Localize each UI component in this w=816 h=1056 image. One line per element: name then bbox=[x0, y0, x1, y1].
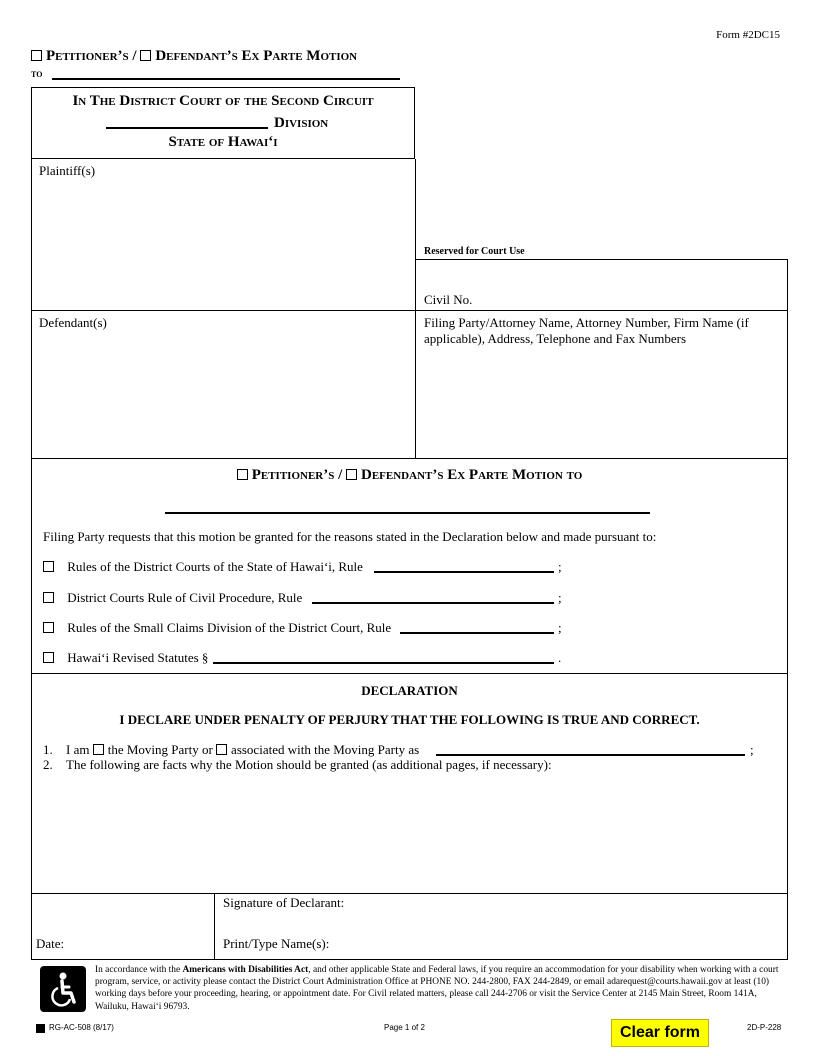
civil-procedure-field[interactable] bbox=[312, 602, 554, 604]
motion-petitioner-label: Petitioner’s bbox=[251, 467, 335, 483]
rules-district-courts-label: Rules of the District Courts of the State of Hawai‘i, Rule bbox=[67, 559, 363, 574]
print-name-label: Print/Type Name(s): bbox=[223, 936, 330, 951]
option-small-claims bbox=[43, 620, 391, 636]
associated-as-field[interactable] bbox=[436, 754, 745, 756]
clear-form-button[interactable]: Clear form bbox=[611, 1019, 709, 1047]
top-to-label: to bbox=[31, 66, 43, 80]
caption-middle-border bbox=[415, 159, 416, 458]
form-number: Form #2DC15 bbox=[716, 29, 780, 41]
top-separator: / bbox=[132, 48, 137, 64]
petitioner-checkbox-top[interactable] bbox=[31, 50, 42, 61]
item1-number: 1. bbox=[43, 742, 53, 757]
rules-district-courts-checkbox[interactable] bbox=[43, 561, 54, 572]
signature-label: Signature of Declarant: bbox=[223, 895, 345, 910]
caption-mid-line bbox=[31, 310, 787, 311]
rules-district-courts-end: ; bbox=[558, 559, 562, 574]
defendant-checkbox-top[interactable] bbox=[140, 50, 151, 61]
footer-right-code: 2D-P-228 bbox=[747, 1023, 782, 1032]
request-text: Filing Party requests that this motion be granted for the reasons stated in the Declaration below and made pursuant to: bbox=[43, 529, 657, 544]
item1-i-am: I am bbox=[66, 742, 90, 757]
small-claims-end: ; bbox=[558, 620, 562, 635]
revised-statutes-checkbox[interactable] bbox=[43, 652, 54, 663]
plaintiff-label: Plaintiff(s) bbox=[39, 163, 96, 178]
footer-left-code: RG-AC-508 (8/17) bbox=[49, 1023, 114, 1032]
filing-party-field[interactable] bbox=[424, 350, 780, 452]
moving-party-checkbox[interactable] bbox=[93, 744, 104, 755]
small-claims-field[interactable] bbox=[400, 632, 554, 634]
wheelchair-icon bbox=[40, 966, 86, 1012]
option-rules-district-courts bbox=[43, 559, 363, 575]
ada-text-pre: In accordance with the bbox=[95, 965, 183, 975]
filing-party-label: Filing Party/Attorney Name, Attorney Number, Firm Name (if applicable), Address, Telephone and Fax Numbers bbox=[424, 315, 749, 346]
associated-party-label: associated with the Moving Party as bbox=[231, 742, 420, 757]
declaration-item-2 bbox=[43, 757, 552, 773]
date-divider bbox=[214, 893, 215, 960]
declaration-bottom-border bbox=[31, 959, 788, 960]
caption-right-border bbox=[787, 259, 788, 459]
court-name: In The District Court of the Second Circuit bbox=[72, 93, 374, 109]
reserved-top-border bbox=[415, 259, 787, 260]
civil-procedure-label: District Courts Rule of Civil Procedure, Rule bbox=[67, 590, 303, 605]
motion-title bbox=[31, 467, 788, 484]
motion-separator: / bbox=[338, 467, 343, 483]
top-title bbox=[31, 48, 357, 65]
defendant-label: Defendant(s) bbox=[39, 315, 107, 330]
petitioner-checkbox-motion[interactable] bbox=[237, 469, 248, 480]
civil-procedure-checkbox[interactable] bbox=[43, 592, 54, 603]
revised-statutes-end: . bbox=[558, 650, 562, 665]
signature-top-border bbox=[31, 893, 787, 894]
defendant-checkbox-motion[interactable] bbox=[346, 469, 357, 480]
item1-end: ; bbox=[750, 742, 754, 757]
declaration-item-1 bbox=[43, 742, 419, 758]
revised-statutes-label: Hawai‘i Revised Statutes § bbox=[67, 650, 209, 665]
civil-procedure-end: ; bbox=[558, 590, 562, 605]
caption-left-border bbox=[31, 159, 32, 458]
top-defendant-label: Defendant’s Ex Parte Motion bbox=[155, 48, 358, 64]
date-label: Date: bbox=[36, 936, 65, 951]
rules-district-courts-field[interactable] bbox=[374, 571, 554, 573]
item2-number: 2. bbox=[43, 757, 53, 772]
revised-statutes-field[interactable] bbox=[213, 662, 554, 664]
top-motion-to-field[interactable] bbox=[52, 78, 400, 80]
plaintiff-field[interactable] bbox=[40, 178, 408, 304]
facts-field[interactable] bbox=[66, 776, 778, 888]
page-number: Page 1 of 2 bbox=[384, 1023, 425, 1032]
small-claims-checkbox[interactable] bbox=[43, 622, 54, 633]
option-revised-statutes bbox=[43, 650, 208, 666]
motion-defendant-label: Defendant’s Ex Parte Motion to bbox=[361, 467, 583, 483]
state-label: State of Hawai‘i bbox=[168, 134, 278, 150]
associated-party-checkbox[interactable] bbox=[216, 744, 227, 755]
top-petitioner-label: Petitioner’s bbox=[46, 48, 129, 64]
ada-text-bold: Americans with Disabilities Act bbox=[182, 965, 309, 975]
defendant-field[interactable] bbox=[40, 332, 408, 452]
division-field[interactable] bbox=[106, 127, 268, 129]
civil-no-label: Civil No. bbox=[424, 292, 473, 307]
division-label: Division bbox=[274, 115, 329, 131]
ada-notice bbox=[95, 964, 783, 1013]
item2-label: The following are facts why the Motion should be granted (as additional pages, if necessary): bbox=[66, 757, 552, 772]
small-wheelchair-icon bbox=[36, 1024, 45, 1033]
reserved-label: Reserved for Court Use bbox=[424, 246, 525, 257]
declaration-subheading: I DECLARE UNDER PENALTY OF PERJURY THAT THE FOLLOWING IS TRUE AND CORRECT. bbox=[119, 712, 700, 727]
small-claims-label: Rules of the Small Claims Division of the District Court, Rule bbox=[67, 620, 392, 635]
option-civil-procedure bbox=[43, 590, 302, 606]
declaration-heading: DECLARATION bbox=[361, 683, 458, 698]
ada-text-post: , and other applicable State and Federal laws, if you require an accommodation for your disability when working with a court program, service, or activity please contact the District Court Administration Office at PHONE NO. 244-2800, FAX 244-2849, or email adarequest@courts.hawaii.gov at least (10) working days before your proceeding, hearing, or appointment date. For Civil related matters, please call 244-2706 or visit the Service Center at 2145 Main Street, Room 141A, Wailuku, Hawai‘i 96793. bbox=[95, 965, 779, 1012]
motion-to-field[interactable] bbox=[165, 512, 650, 514]
moving-party-label: the Moving Party or bbox=[107, 742, 213, 757]
